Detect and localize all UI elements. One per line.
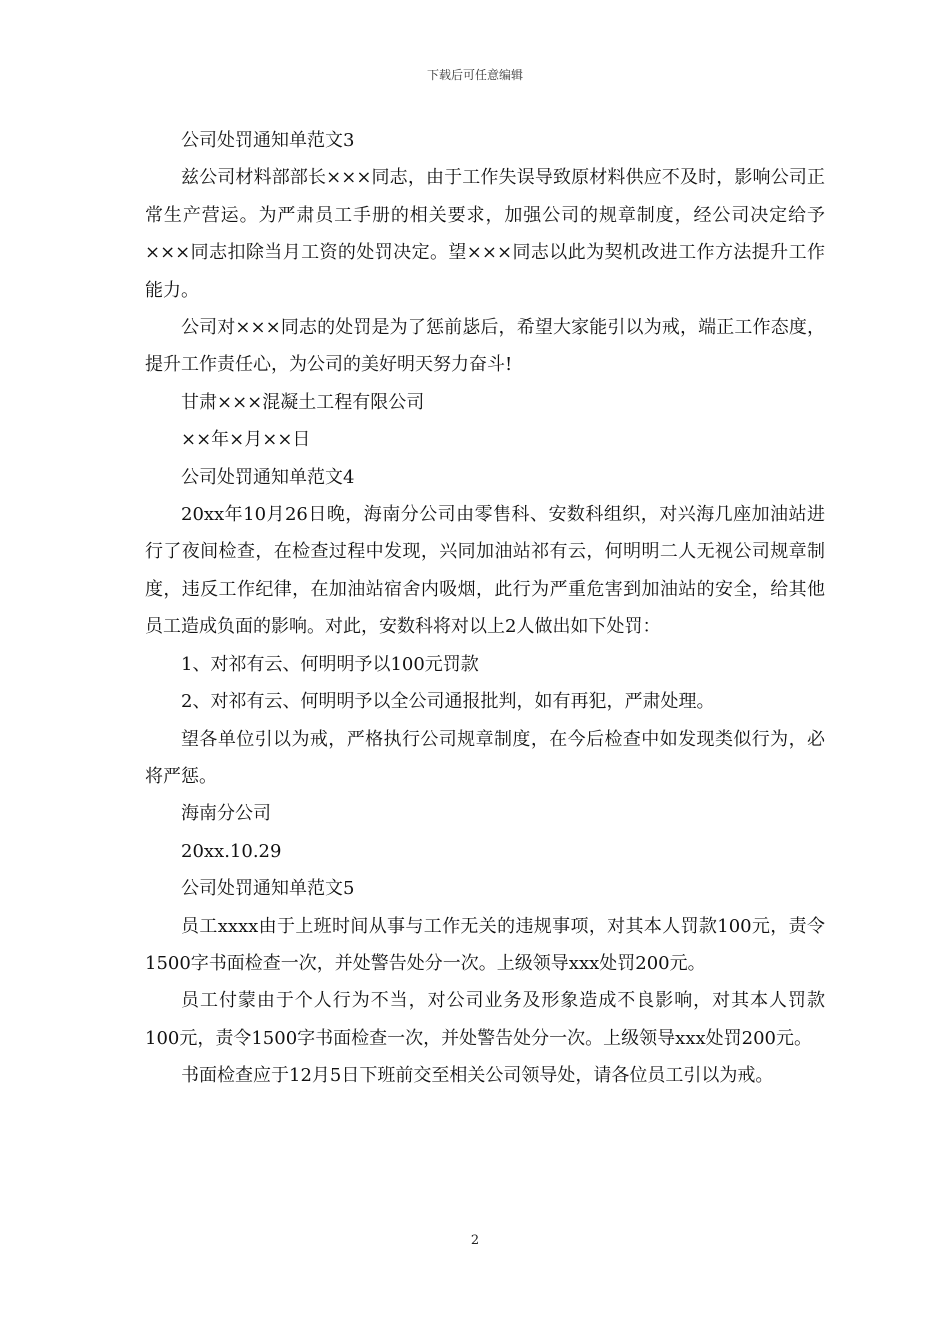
- body-paragraph: 员工付蒙由于个人行为不当，对公司业务及形象造成不良影响，对其本人罚款100元，责令1500字书面检查一次，并处警告处分一次。上级领导xxx处罚200元。: [145, 990, 825, 1049]
- body-paragraph: 书面检查应于12月5日下班前交至相关公司领导处，请各位员工引以为戒。: [181, 1065, 774, 1087]
- document-body: [145, 122, 825, 1095]
- body-paragraph: 公司对×××同志的处罚是为了惩前毖后，希望大家能引以为戒，端正工作态度，提升工作责任心，为公司的美好明天努力奋斗!: [145, 317, 825, 376]
- body-paragraph: 20xx年10月26日晚，海南分公司由零售科、安数科组织，对兴海几座加油站进行了夜间检查，在检查过程中发现，兴同加油站祁有云，何明明二人无视公司规章制度，违反工作纪律，在加油站宿舍内吸烟，此行为严重危害到加油站的安全，给其他员工造成负面的影响。对此，安数科将对以上2人做出如下处罚：: [145, 504, 825, 638]
- body-paragraph: 望各单位引以为戒，严格执行公司规章制度，在今后检查中如发现类似行为，必将严惩。: [145, 728, 825, 787]
- list-item: 2、对祁有云、何明明予以全公司通报批判，如有再犯，严肃处理。: [181, 691, 715, 713]
- signature-date: ××年×月××日: [181, 429, 311, 451]
- section-title: 公司处罚通知单范文4: [181, 466, 355, 488]
- page-number: 2: [470, 1233, 480, 1248]
- page-header: 下载后可任意编辑: [426, 68, 523, 82]
- body-paragraph: 兹公司材料部部长×××同志，由于工作失误导致原材料供应不及时，影响公司正常生产营运。为严肃员工手册的相关要求，加强公司的规章制度，经公司决定给予×××同志扣除当月工资的处罚决定。望×××同志以此为契机改进工作方法提升工作能力。: [145, 167, 825, 301]
- signature-date: 20xx.10.29: [181, 840, 282, 862]
- section-title: 公司处罚通知单范文3: [181, 130, 355, 151]
- signature-company: 海南分公司: [181, 803, 271, 825]
- list-item: 1、对祁有云、何明明予以100元罚款: [181, 653, 479, 675]
- body-paragraph: 员工xxxx由于上班时间从事与工作无关的违规事项，对其本人罚款100元，责令1500字书面检查一次，并处警告处分一次。上级领导xxx处罚200元。: [145, 915, 825, 974]
- signature-company: 甘肃×××混凝土工程有限公司: [181, 391, 425, 413]
- section-title: 公司处罚通知单范文5: [181, 878, 355, 900]
